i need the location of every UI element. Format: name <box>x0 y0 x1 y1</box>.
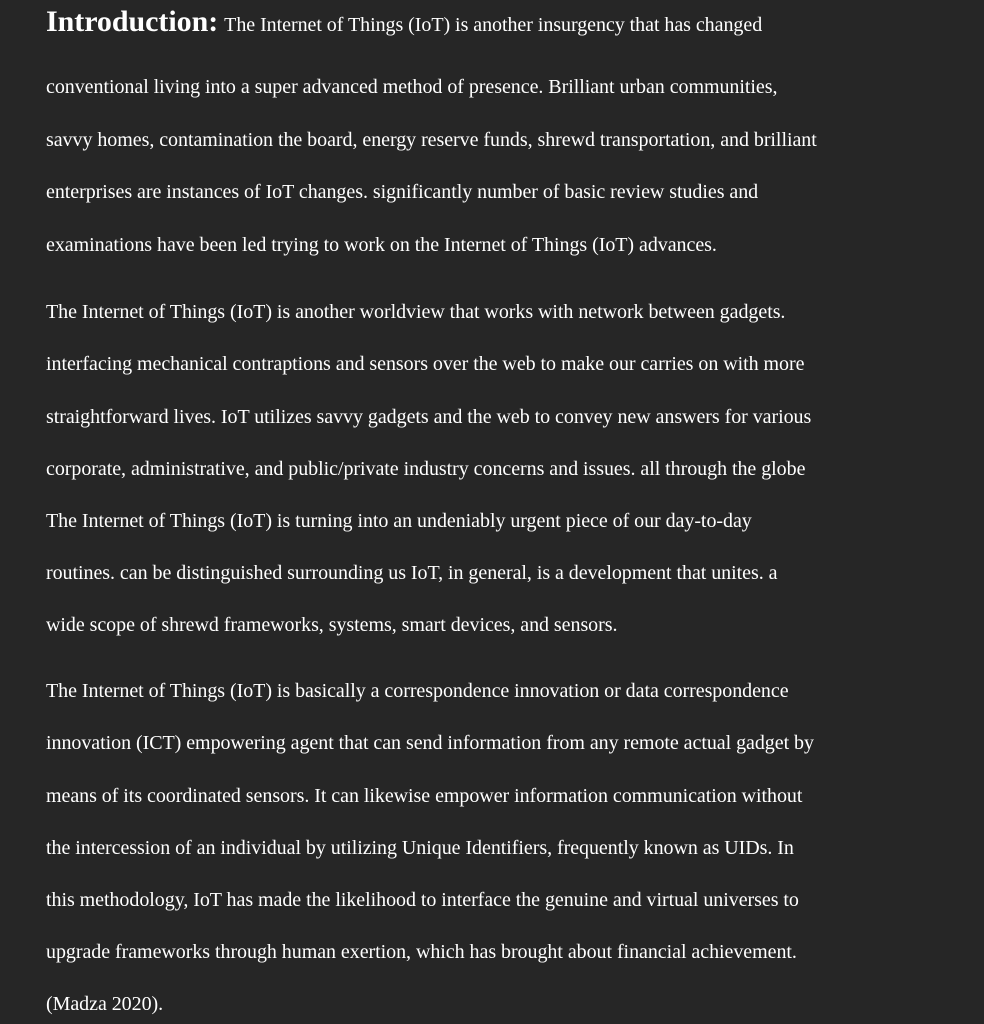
paragraph-text: The Internet of Things (IoT) is another insurgency that has changed <box>224 14 763 36</box>
paragraph-2-line-2: interfacing mechanical contraptions and sensors over the web to make our carries on with more <box>46 353 805 375</box>
paragraph-3-line-4: the intercession of an individual by utilizing Unique Identifiers, frequently known as UIDs. In <box>46 837 794 859</box>
paragraph-1-line-5: examinations have been led trying to work on the Internet of Things (IoT) advances. <box>46 234 717 256</box>
paragraph-1-line-1 <box>46 5 763 38</box>
paragraph-1-line-4: enterprises are instances of IoT changes. significantly number of basic review studies and <box>46 181 759 203</box>
paragraph-3-line-7: (Madza 2020). <box>46 993 164 1015</box>
paragraph-3-line-2: innovation (ICT) empowering agent that can send information from any remote actual gadget by <box>46 732 814 754</box>
paragraph-2-line-3: straightforward lives. IoT utilizes savvy gadgets and the web to convey new answers for various <box>46 406 812 428</box>
paragraph-3-line-6: upgrade frameworks through human exertion, which has brought about financial achievement. <box>46 941 797 963</box>
paragraph-2-line-4: corporate, administrative, and public/private industry concerns and issues. all through the globe <box>46 458 806 480</box>
paragraph-1-line-3: savvy homes, contamination the board, energy reserve funds, shrewd transportation, and brilliant <box>46 129 817 151</box>
paragraph-2-line-7: wide scope of shrewd frameworks, systems, smart devices, and sensors. <box>46 614 618 636</box>
paragraph-3-line-3: means of its coordinated sensors. It can likewise empower information communication without <box>46 785 803 807</box>
paragraph-3-line-1: The Internet of Things (IoT) is basically a correspondence innovation or data correspondence <box>46 680 789 702</box>
section-heading: Introduction: <box>46 5 219 38</box>
paragraph-1-line-2: conventional living into a super advanced method of presence. Brilliant urban communities, <box>46 76 778 98</box>
paragraph-3-line-5: this methodology, IoT has made the likelihood to interface the genuine and virtual universes to <box>46 889 799 911</box>
paragraph-2-line-6: routines. can be distinguished surrounding us IoT, in general, is a development that unites. a <box>46 562 778 584</box>
paragraph-2-line-1: The Internet of Things (IoT) is another worldview that works with network between gadgets. <box>46 301 786 323</box>
paragraph-2-line-5: The Internet of Things (IoT) is turning into an undeniably urgent piece of our day-to-day <box>46 510 752 532</box>
